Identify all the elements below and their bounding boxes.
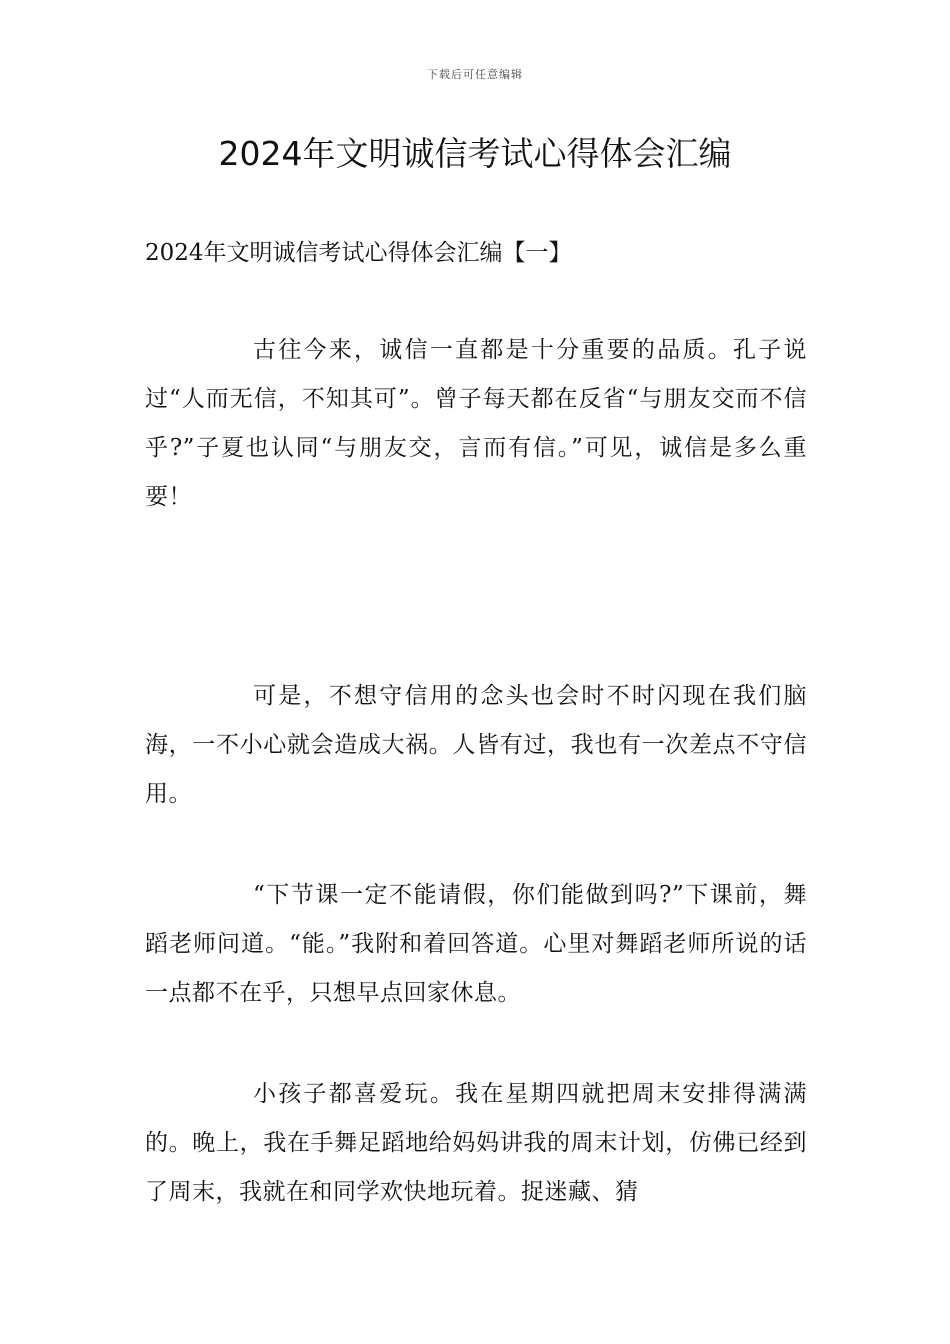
- paragraph-4: 小孩子都喜爱玩。我在星期四就把周末安排得满满的。晚上，我在手舞足蹈地给妈妈讲我的周末计划，仿佛已经到了周末，我就在和同学欢快地玩着。捉迷藏、猜: [145, 1081, 807, 1205]
- section-heading: 2024年文明诚信考试心得体会汇编【一】: [145, 240, 572, 266]
- download-note: 下载后可任意编辑: [427, 68, 523, 81]
- paragraph-2: 可是，不想守信用的念头也会时不时闪现在我们脑海，一不小心就会造成大祸。人皆有过，我也有一次差点不守信用。: [145, 683, 807, 807]
- document-title: 2024年文明诚信考试心得体会汇编: [218, 134, 732, 173]
- paragraph-1: 古往今来，诚信一直都是十分重要的品质。孔子说过“人而无信，不知其可”。曾子每天都在反省“与朋友交而不信乎?”子夏也认同“与朋友交，言而有信。”可见，诚信是多么重要！: [145, 337, 807, 510]
- paragraph-3: “下节课一定不能请假，你们能做到吗?”下课前，舞蹈老师问道。“能。”我附和着回答道。心里对舞蹈老师所说的话一点都不在乎，只想早点回家休息。: [145, 882, 807, 1006]
